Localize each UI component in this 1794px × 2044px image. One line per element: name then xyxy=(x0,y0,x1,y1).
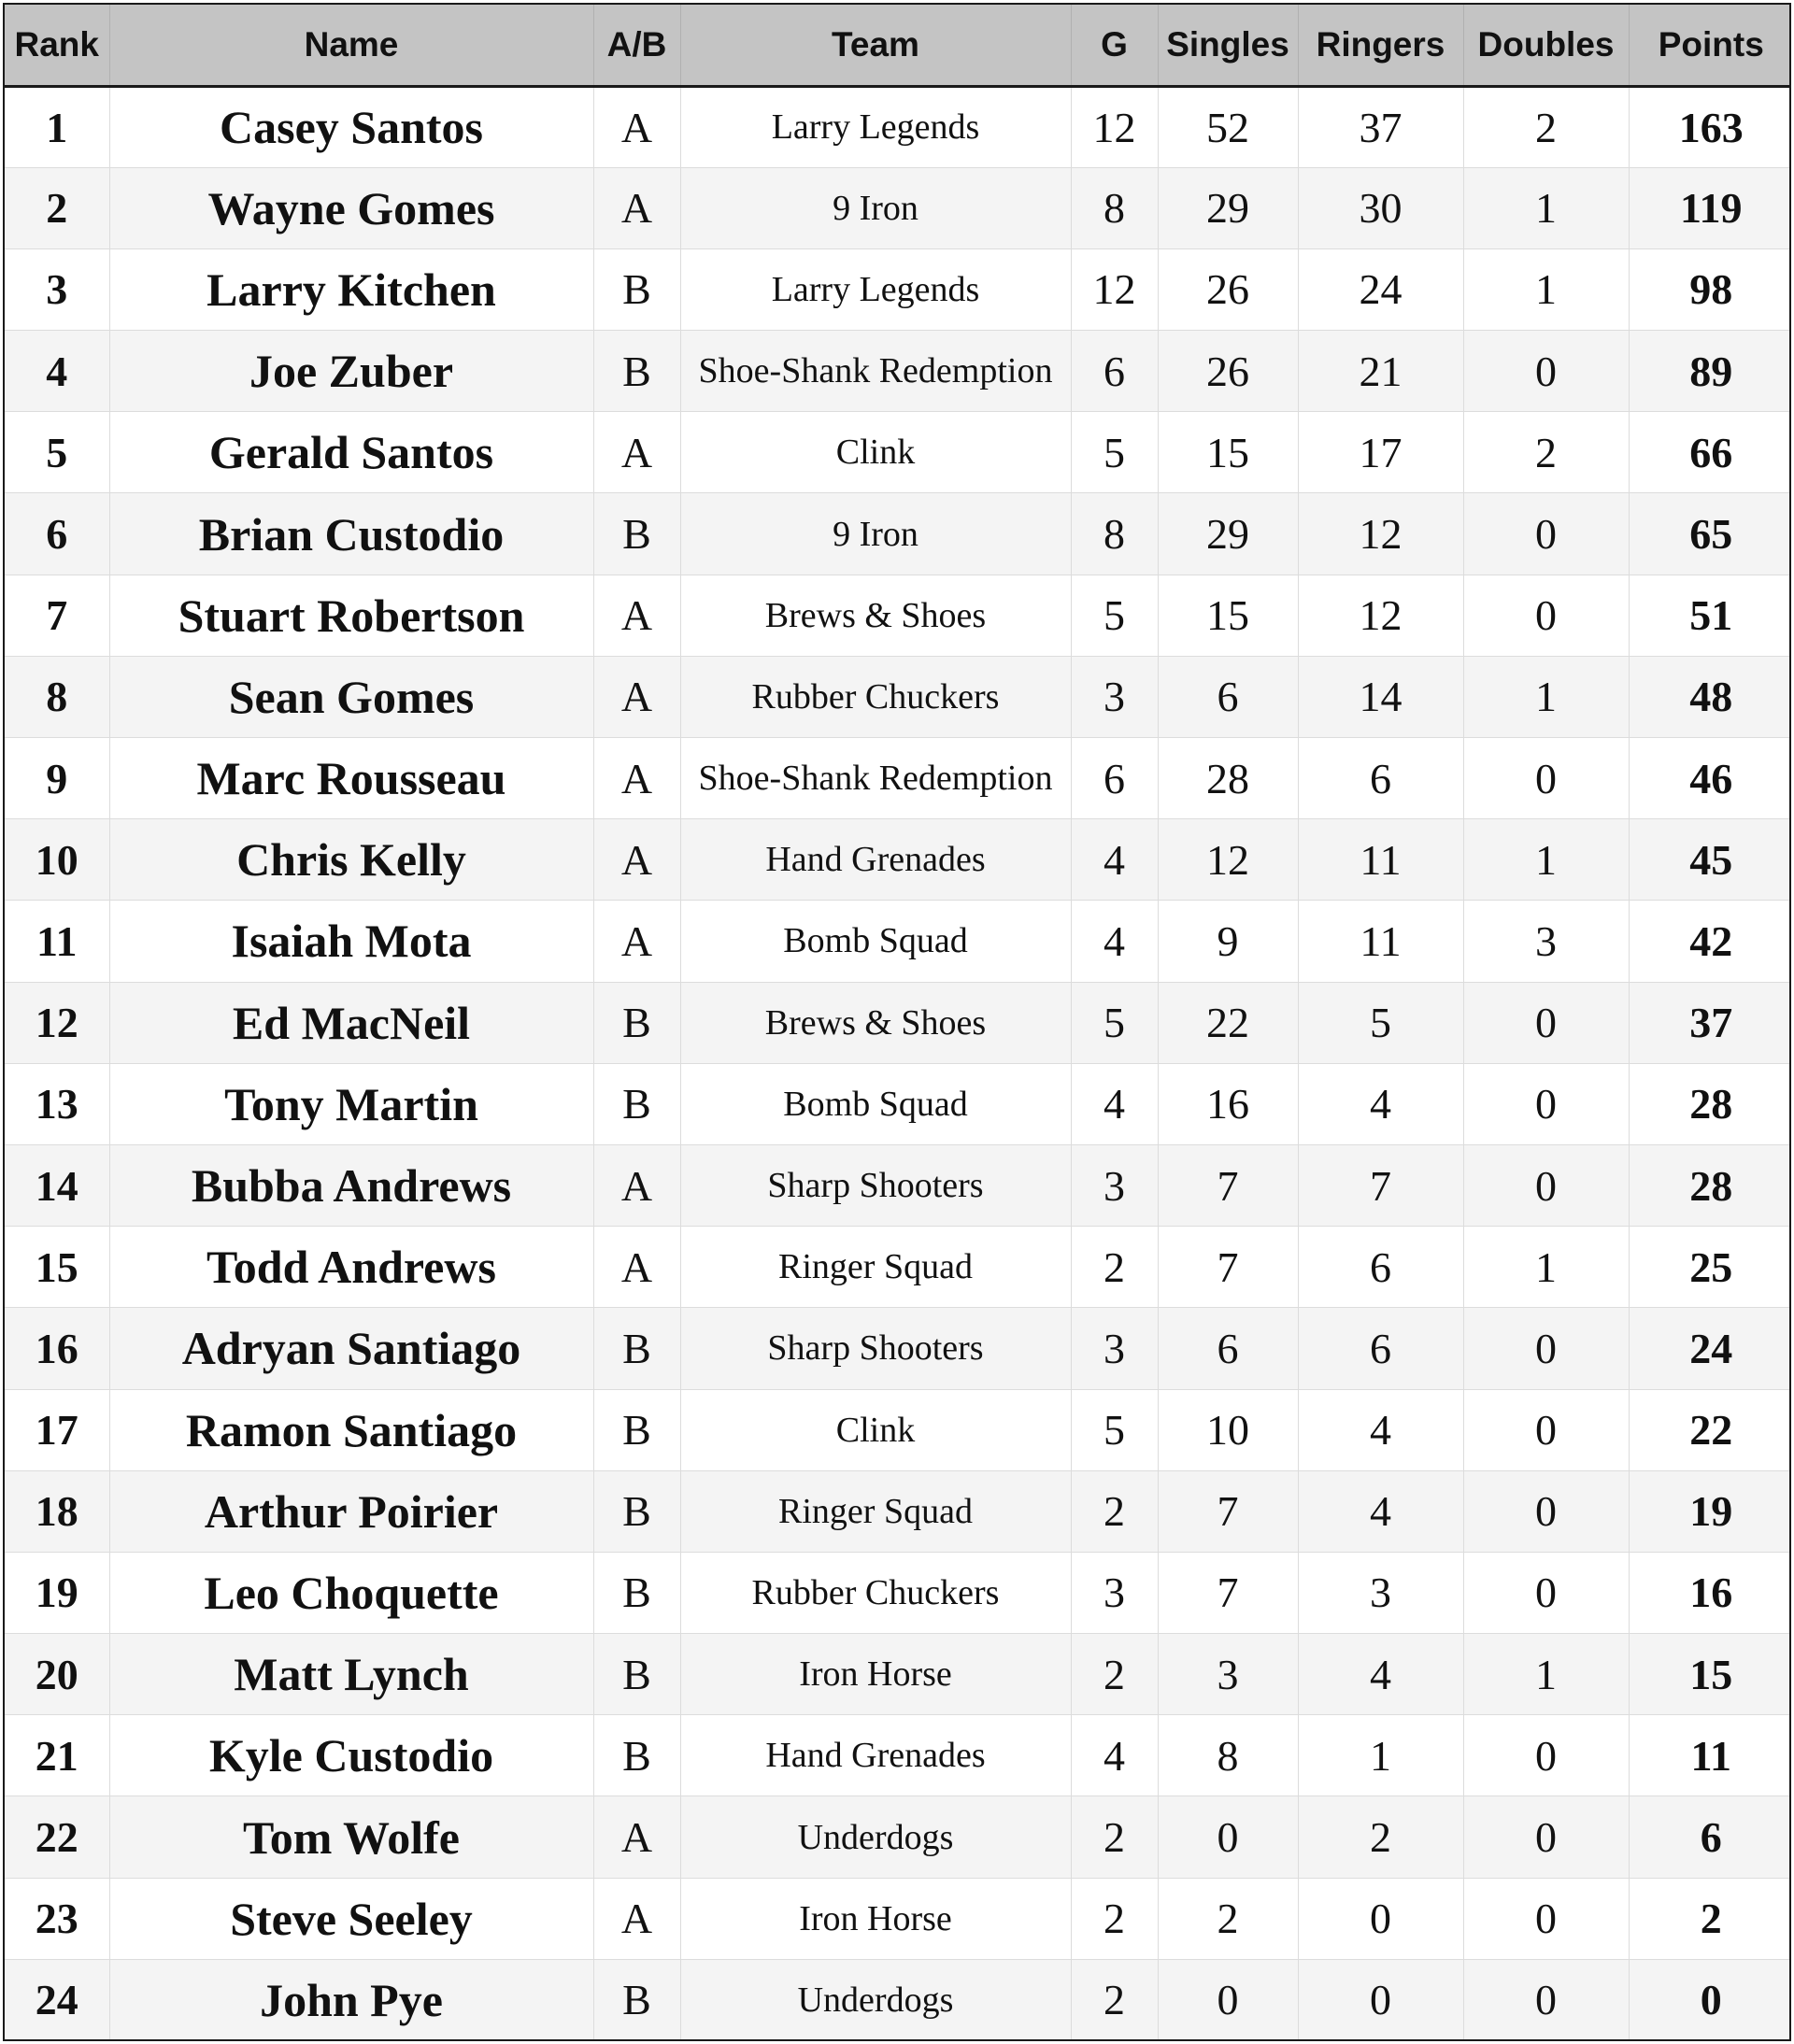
cell-player-name: Wayne Gomes xyxy=(109,167,593,248)
cell-games: 6 xyxy=(1071,331,1158,412)
cell-points: 37 xyxy=(1629,982,1791,1063)
cell-rank: 12 xyxy=(5,982,109,1063)
cell-ringers: 21 xyxy=(1298,331,1463,412)
cell-ab: A xyxy=(593,1796,680,1878)
cell-singles: 12 xyxy=(1158,819,1298,901)
table-header xyxy=(5,5,1791,86)
cell-points: 28 xyxy=(1629,1144,1791,1226)
cell-singles: 2 xyxy=(1158,1878,1298,1959)
cell-rank: 1 xyxy=(5,86,109,167)
cell-doubles: 1 xyxy=(1463,1634,1629,1715)
cell-ringers: 5 xyxy=(1298,982,1463,1063)
cell-ab: B xyxy=(593,331,680,412)
cell-doubles: 0 xyxy=(1463,1715,1629,1796)
cell-singles: 0 xyxy=(1158,1959,1298,2040)
header-ringers: Ringers xyxy=(1298,5,1463,86)
cell-singles: 26 xyxy=(1158,331,1298,412)
cell-points: 65 xyxy=(1629,493,1791,575)
cell-games: 4 xyxy=(1071,901,1158,982)
cell-rank: 5 xyxy=(5,412,109,493)
cell-points: 119 xyxy=(1629,167,1791,248)
cell-team: Bomb Squad xyxy=(680,901,1071,982)
table-row xyxy=(5,86,1791,167)
cell-singles: 8 xyxy=(1158,1715,1298,1796)
cell-singles: 6 xyxy=(1158,1308,1298,1389)
cell-player-name: Arthur Poirier xyxy=(109,1470,593,1552)
cell-rank: 3 xyxy=(5,248,109,330)
cell-singles: 52 xyxy=(1158,86,1298,167)
cell-singles: 9 xyxy=(1158,901,1298,982)
cell-ab: A xyxy=(593,656,680,737)
cell-points: 98 xyxy=(1629,248,1791,330)
cell-player-name: Isaiah Mota xyxy=(109,901,593,982)
cell-doubles: 0 xyxy=(1463,982,1629,1063)
cell-games: 12 xyxy=(1071,248,1158,330)
cell-ringers: 12 xyxy=(1298,575,1463,656)
table-row xyxy=(5,331,1791,412)
table-row xyxy=(5,248,1791,330)
cell-singles: 26 xyxy=(1158,248,1298,330)
cell-points: 89 xyxy=(1629,331,1791,412)
cell-team: Bomb Squad xyxy=(680,1063,1071,1144)
cell-doubles: 0 xyxy=(1463,1878,1629,1959)
cell-points: 42 xyxy=(1629,901,1791,982)
cell-player-name: Chris Kelly xyxy=(109,819,593,901)
table-row xyxy=(5,901,1791,982)
cell-team: Larry Legends xyxy=(680,248,1071,330)
cell-rank: 14 xyxy=(5,1144,109,1226)
cell-doubles: 3 xyxy=(1463,901,1629,982)
cell-games: 6 xyxy=(1071,738,1158,819)
header-team: Team xyxy=(680,5,1071,86)
cell-ab: B xyxy=(593,1959,680,2040)
cell-games: 8 xyxy=(1071,167,1158,248)
header-singles: Singles xyxy=(1158,5,1298,86)
cell-doubles: 0 xyxy=(1463,738,1629,819)
cell-points: 19 xyxy=(1629,1470,1791,1552)
cell-doubles: 2 xyxy=(1463,412,1629,493)
cell-points: 28 xyxy=(1629,1063,1791,1144)
cell-games: 4 xyxy=(1071,1063,1158,1144)
cell-ab: A xyxy=(593,575,680,656)
cell-rank: 9 xyxy=(5,738,109,819)
cell-points: 16 xyxy=(1629,1552,1791,1633)
cell-player-name: Adryan Santiago xyxy=(109,1308,593,1389)
cell-games: 2 xyxy=(1071,1470,1158,1552)
cell-games: 3 xyxy=(1071,656,1158,737)
cell-team: Shoe-Shank Redemption xyxy=(680,331,1071,412)
cell-team: Underdogs xyxy=(680,1959,1071,2040)
cell-singles: 7 xyxy=(1158,1227,1298,1308)
cell-rank: 6 xyxy=(5,493,109,575)
cell-doubles: 0 xyxy=(1463,575,1629,656)
cell-ringers: 4 xyxy=(1298,1634,1463,1715)
cell-games: 2 xyxy=(1071,1878,1158,1959)
cell-singles: 6 xyxy=(1158,656,1298,737)
cell-ringers: 6 xyxy=(1298,738,1463,819)
cell-singles: 16 xyxy=(1158,1063,1298,1144)
cell-rank: 23 xyxy=(5,1878,109,1959)
header-row xyxy=(5,5,1791,86)
cell-ab: B xyxy=(593,1634,680,1715)
cell-ringers: 11 xyxy=(1298,819,1463,901)
cell-team: Rubber Chuckers xyxy=(680,656,1071,737)
cell-ab: A xyxy=(593,1227,680,1308)
cell-games: 12 xyxy=(1071,86,1158,167)
cell-singles: 15 xyxy=(1158,575,1298,656)
cell-singles: 0 xyxy=(1158,1796,1298,1878)
cell-ab: B xyxy=(593,1552,680,1633)
table-row xyxy=(5,1552,1791,1633)
cell-player-name: Ed MacNeil xyxy=(109,982,593,1063)
cell-doubles: 0 xyxy=(1463,331,1629,412)
cell-doubles: 0 xyxy=(1463,1063,1629,1144)
cell-points: 6 xyxy=(1629,1796,1791,1878)
cell-games: 5 xyxy=(1071,412,1158,493)
cell-rank: 20 xyxy=(5,1634,109,1715)
cell-singles: 7 xyxy=(1158,1144,1298,1226)
cell-ab: B xyxy=(593,248,680,330)
cell-games: 5 xyxy=(1071,982,1158,1063)
cell-team: 9 Iron xyxy=(680,167,1071,248)
cell-team: Rubber Chuckers xyxy=(680,1552,1071,1633)
cell-doubles: 0 xyxy=(1463,1959,1629,2040)
cell-ringers: 11 xyxy=(1298,901,1463,982)
cell-rank: 13 xyxy=(5,1063,109,1144)
cell-team: Hand Grenades xyxy=(680,1715,1071,1796)
cell-doubles: 1 xyxy=(1463,167,1629,248)
cell-singles: 7 xyxy=(1158,1552,1298,1633)
cell-rank: 21 xyxy=(5,1715,109,1796)
cell-ab: B xyxy=(593,1715,680,1796)
cell-player-name: Tom Wolfe xyxy=(109,1796,593,1878)
cell-games: 2 xyxy=(1071,1796,1158,1878)
header-g: G xyxy=(1071,5,1158,86)
cell-ab: B xyxy=(593,1063,680,1144)
header-rank: Rank xyxy=(5,5,109,86)
cell-games: 2 xyxy=(1071,1227,1158,1308)
cell-ringers: 6 xyxy=(1298,1227,1463,1308)
cell-doubles: 1 xyxy=(1463,819,1629,901)
table-row xyxy=(5,1796,1791,1878)
cell-doubles: 0 xyxy=(1463,1470,1629,1552)
cell-points: 46 xyxy=(1629,738,1791,819)
cell-ab: B xyxy=(593,1470,680,1552)
cell-doubles: 0 xyxy=(1463,1552,1629,1633)
cell-player-name: Casey Santos xyxy=(109,86,593,167)
cell-rank: 16 xyxy=(5,1308,109,1389)
cell-ringers: 4 xyxy=(1298,1389,1463,1470)
cell-player-name: Leo Choquette xyxy=(109,1552,593,1633)
cell-ab: B xyxy=(593,493,680,575)
cell-games: 4 xyxy=(1071,819,1158,901)
cell-team: 9 Iron xyxy=(680,493,1071,575)
cell-rank: 15 xyxy=(5,1227,109,1308)
cell-ringers: 30 xyxy=(1298,167,1463,248)
cell-points: 2 xyxy=(1629,1878,1791,1959)
cell-team: Ringer Squad xyxy=(680,1470,1071,1552)
cell-ab: A xyxy=(593,167,680,248)
cell-points: 66 xyxy=(1629,412,1791,493)
cell-singles: 29 xyxy=(1158,167,1298,248)
cell-ab: A xyxy=(593,1878,680,1959)
cell-ab: B xyxy=(593,982,680,1063)
cell-player-name: Marc Rousseau xyxy=(109,738,593,819)
cell-ab: A xyxy=(593,412,680,493)
table-row xyxy=(5,1063,1791,1144)
cell-singles: 15 xyxy=(1158,412,1298,493)
cell-singles: 22 xyxy=(1158,982,1298,1063)
cell-doubles: 0 xyxy=(1463,1796,1629,1878)
cell-rank: 2 xyxy=(5,167,109,248)
cell-player-name: Bubba Andrews xyxy=(109,1144,593,1226)
cell-points: 51 xyxy=(1629,575,1791,656)
cell-points: 163 xyxy=(1629,86,1791,167)
cell-ab: B xyxy=(593,1389,680,1470)
cell-team: Sharp Shooters xyxy=(680,1144,1071,1226)
cell-rank: 4 xyxy=(5,331,109,412)
cell-games: 4 xyxy=(1071,1715,1158,1796)
cell-points: 48 xyxy=(1629,656,1791,737)
cell-ringers: 4 xyxy=(1298,1470,1463,1552)
cell-rank: 7 xyxy=(5,575,109,656)
cell-points: 22 xyxy=(1629,1389,1791,1470)
cell-team: Sharp Shooters xyxy=(680,1308,1071,1389)
table-row xyxy=(5,412,1791,493)
cell-ringers: 24 xyxy=(1298,248,1463,330)
table-row xyxy=(5,493,1791,575)
table-body xyxy=(5,86,1791,2041)
cell-ringers: 4 xyxy=(1298,1063,1463,1144)
cell-team: Iron Horse xyxy=(680,1878,1071,1959)
cell-games: 3 xyxy=(1071,1308,1158,1389)
cell-rank: 18 xyxy=(5,1470,109,1552)
cell-team: Clink xyxy=(680,412,1071,493)
cell-rank: 10 xyxy=(5,819,109,901)
table-row xyxy=(5,982,1791,1063)
cell-team: Hand Grenades xyxy=(680,819,1071,901)
cell-ringers: 0 xyxy=(1298,1959,1463,2040)
cell-ringers: 3 xyxy=(1298,1552,1463,1633)
cell-player-name: Ramon Santiago xyxy=(109,1389,593,1470)
cell-games: 5 xyxy=(1071,575,1158,656)
cell-player-name: Sean Gomes xyxy=(109,656,593,737)
table-row xyxy=(5,1144,1791,1226)
cell-games: 5 xyxy=(1071,1389,1158,1470)
cell-player-name: John Pye xyxy=(109,1959,593,2040)
cell-points: 24 xyxy=(1629,1308,1791,1389)
cell-ringers: 0 xyxy=(1298,1878,1463,1959)
cell-player-name: Kyle Custodio xyxy=(109,1715,593,1796)
table-row xyxy=(5,1389,1791,1470)
cell-ringers: 37 xyxy=(1298,86,1463,167)
table-row xyxy=(5,1715,1791,1796)
cell-singles: 29 xyxy=(1158,493,1298,575)
table-row xyxy=(5,1634,1791,1715)
cell-games: 2 xyxy=(1071,1959,1158,2040)
cell-ab: A xyxy=(593,86,680,167)
cell-rank: 22 xyxy=(5,1796,109,1878)
cell-ringers: 14 xyxy=(1298,656,1463,737)
cell-team: Brews & Shoes xyxy=(680,982,1071,1063)
cell-games: 8 xyxy=(1071,493,1158,575)
cell-singles: 28 xyxy=(1158,738,1298,819)
cell-doubles: 0 xyxy=(1463,493,1629,575)
table-row xyxy=(5,1959,1791,2040)
cell-rank: 24 xyxy=(5,1959,109,2040)
cell-doubles: 2 xyxy=(1463,86,1629,167)
standings-table xyxy=(5,5,1791,2041)
cell-player-name: Todd Andrews xyxy=(109,1227,593,1308)
cell-ab: B xyxy=(593,1308,680,1389)
cell-rank: 11 xyxy=(5,901,109,982)
cell-player-name: Joe Zuber xyxy=(109,331,593,412)
cell-ab: A xyxy=(593,819,680,901)
cell-doubles: 0 xyxy=(1463,1144,1629,1226)
cell-points: 25 xyxy=(1629,1227,1791,1308)
cell-games: 3 xyxy=(1071,1144,1158,1226)
table-row xyxy=(5,656,1791,737)
cell-doubles: 0 xyxy=(1463,1308,1629,1389)
cell-games: 3 xyxy=(1071,1552,1158,1633)
cell-points: 15 xyxy=(1629,1634,1791,1715)
standings-table-container xyxy=(3,3,1791,2041)
cell-player-name: Larry Kitchen xyxy=(109,248,593,330)
table-row xyxy=(5,1878,1791,1959)
cell-ringers: 6 xyxy=(1298,1308,1463,1389)
cell-team: Clink xyxy=(680,1389,1071,1470)
cell-doubles: 0 xyxy=(1463,1389,1629,1470)
cell-doubles: 1 xyxy=(1463,248,1629,330)
cell-rank: 17 xyxy=(5,1389,109,1470)
table-row xyxy=(5,1308,1791,1389)
cell-team: Shoe-Shank Redemption xyxy=(680,738,1071,819)
table-row xyxy=(5,167,1791,248)
cell-ringers: 17 xyxy=(1298,412,1463,493)
cell-team: Larry Legends xyxy=(680,86,1071,167)
cell-player-name: Brian Custodio xyxy=(109,493,593,575)
cell-player-name: Matt Lynch xyxy=(109,1634,593,1715)
cell-singles: 10 xyxy=(1158,1389,1298,1470)
cell-ringers: 12 xyxy=(1298,493,1463,575)
table-row xyxy=(5,738,1791,819)
cell-singles: 7 xyxy=(1158,1470,1298,1552)
cell-doubles: 1 xyxy=(1463,1227,1629,1308)
cell-rank: 8 xyxy=(5,656,109,737)
cell-team: Underdogs xyxy=(680,1796,1071,1878)
table-row xyxy=(5,575,1791,656)
table-row xyxy=(5,1227,1791,1308)
header-ab: A/B xyxy=(593,5,680,86)
cell-ringers: 2 xyxy=(1298,1796,1463,1878)
header-name: Name xyxy=(109,5,593,86)
cell-singles: 3 xyxy=(1158,1634,1298,1715)
cell-player-name: Gerald Santos xyxy=(109,412,593,493)
table-row xyxy=(5,1470,1791,1552)
cell-points: 11 xyxy=(1629,1715,1791,1796)
cell-player-name: Tony Martin xyxy=(109,1063,593,1144)
cell-ringers: 1 xyxy=(1298,1715,1463,1796)
cell-player-name: Stuart Robertson xyxy=(109,575,593,656)
cell-ab: A xyxy=(593,1144,680,1226)
cell-games: 2 xyxy=(1071,1634,1158,1715)
header-points: Points xyxy=(1629,5,1791,86)
cell-team: Iron Horse xyxy=(680,1634,1071,1715)
cell-team: Brews & Shoes xyxy=(680,575,1071,656)
cell-rank: 19 xyxy=(5,1552,109,1633)
cell-team: Ringer Squad xyxy=(680,1227,1071,1308)
cell-ab: A xyxy=(593,738,680,819)
cell-ab: A xyxy=(593,901,680,982)
cell-points: 0 xyxy=(1629,1959,1791,2040)
table-row xyxy=(5,819,1791,901)
cell-doubles: 1 xyxy=(1463,656,1629,737)
cell-player-name: Steve Seeley xyxy=(109,1878,593,1959)
cell-points: 45 xyxy=(1629,819,1791,901)
header-doubles: Doubles xyxy=(1463,5,1629,86)
cell-ringers: 7 xyxy=(1298,1144,1463,1226)
